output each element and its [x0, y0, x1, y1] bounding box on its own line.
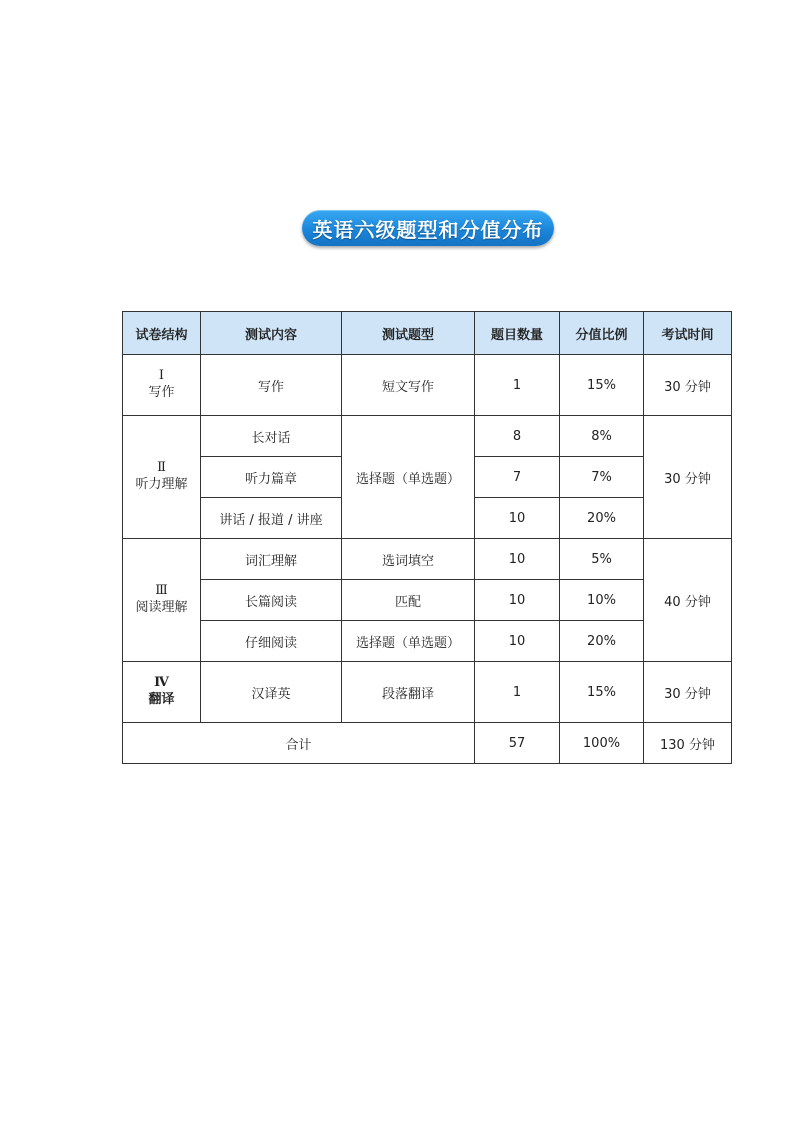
ratio-cell: 20%	[560, 498, 644, 539]
header-content: 测试内容	[201, 312, 342, 355]
header-exam-time: 考试时间	[644, 312, 732, 355]
total-label: 合计	[123, 723, 475, 764]
total-row	[123, 723, 732, 764]
count-cell: 8	[475, 416, 560, 457]
section-name: 阅读理解	[135, 600, 188, 615]
ratio-cell: 20%	[560, 621, 644, 662]
ratio-cell: 7%	[560, 457, 644, 498]
table-row	[123, 539, 732, 580]
content-cell: 听力篇章	[201, 457, 342, 498]
type-cell: 选词填空	[342, 539, 475, 580]
total-time: 130 分钟	[644, 723, 732, 764]
section-cell-translation	[123, 662, 201, 723]
ratio-cell: 15%	[560, 662, 644, 723]
content-cell: 汉译英	[201, 662, 342, 723]
total-ratio: 100%	[560, 723, 644, 764]
time-cell: 40 分钟	[644, 539, 732, 662]
count-cell: 1	[475, 662, 560, 723]
ratio-cell: 5%	[560, 539, 644, 580]
section-number: Ⅲ	[155, 583, 168, 598]
section-number: Ⅰ	[158, 368, 165, 383]
section-cell-reading	[123, 539, 201, 662]
section-name: 听力理解	[135, 477, 188, 492]
time-cell: 30 分钟	[644, 355, 732, 416]
count-cell: 1	[475, 355, 560, 416]
type-cell: 短文写作	[342, 355, 475, 416]
count-cell: 10	[475, 580, 560, 621]
count-cell: 10	[475, 498, 560, 539]
type-cell: 选择题（单选题）	[342, 621, 475, 662]
table-row	[123, 621, 732, 662]
content-cell: 仔细阅读	[201, 621, 342, 662]
content-cell: 长对话	[201, 416, 342, 457]
section-number: Ⅱ	[157, 460, 166, 475]
content-cell: 词汇理解	[201, 539, 342, 580]
type-cell: 匹配	[342, 580, 475, 621]
table-header-row	[123, 312, 732, 355]
table-row	[123, 662, 732, 723]
ratio-cell: 15%	[560, 355, 644, 416]
ratio-cell: 8%	[560, 416, 644, 457]
content-cell: 讲话 / 报道 / 讲座	[201, 498, 342, 539]
time-cell: 30 分钟	[644, 416, 732, 539]
section-name: 翻译	[148, 692, 175, 707]
total-count: 57	[475, 723, 560, 764]
header-question-type: 测试题型	[342, 312, 475, 355]
count-cell: 7	[475, 457, 560, 498]
score-distribution-table	[122, 311, 732, 764]
section-cell-listening	[123, 416, 201, 539]
table-row	[123, 416, 732, 457]
content-cell: 写作	[201, 355, 342, 416]
content-cell: 长篇阅读	[201, 580, 342, 621]
ratio-cell: 10%	[560, 580, 644, 621]
header-score-ratio: 分值比例	[560, 312, 644, 355]
header-question-count: 题目数量	[475, 312, 560, 355]
table-row	[123, 355, 732, 416]
type-cell: 选择题（单选题）	[342, 416, 475, 539]
page-title: 英语六级题型和分值分布	[302, 210, 554, 246]
count-cell: 10	[475, 539, 560, 580]
type-cell: 段落翻译	[342, 662, 475, 723]
time-cell: 30 分钟	[644, 662, 732, 723]
table-row	[123, 580, 732, 621]
section-number: Ⅳ	[154, 675, 169, 690]
header-structure: 试卷结构	[123, 312, 201, 355]
section-cell-writing	[123, 355, 201, 416]
count-cell: 10	[475, 621, 560, 662]
section-name: 写作	[148, 385, 175, 400]
